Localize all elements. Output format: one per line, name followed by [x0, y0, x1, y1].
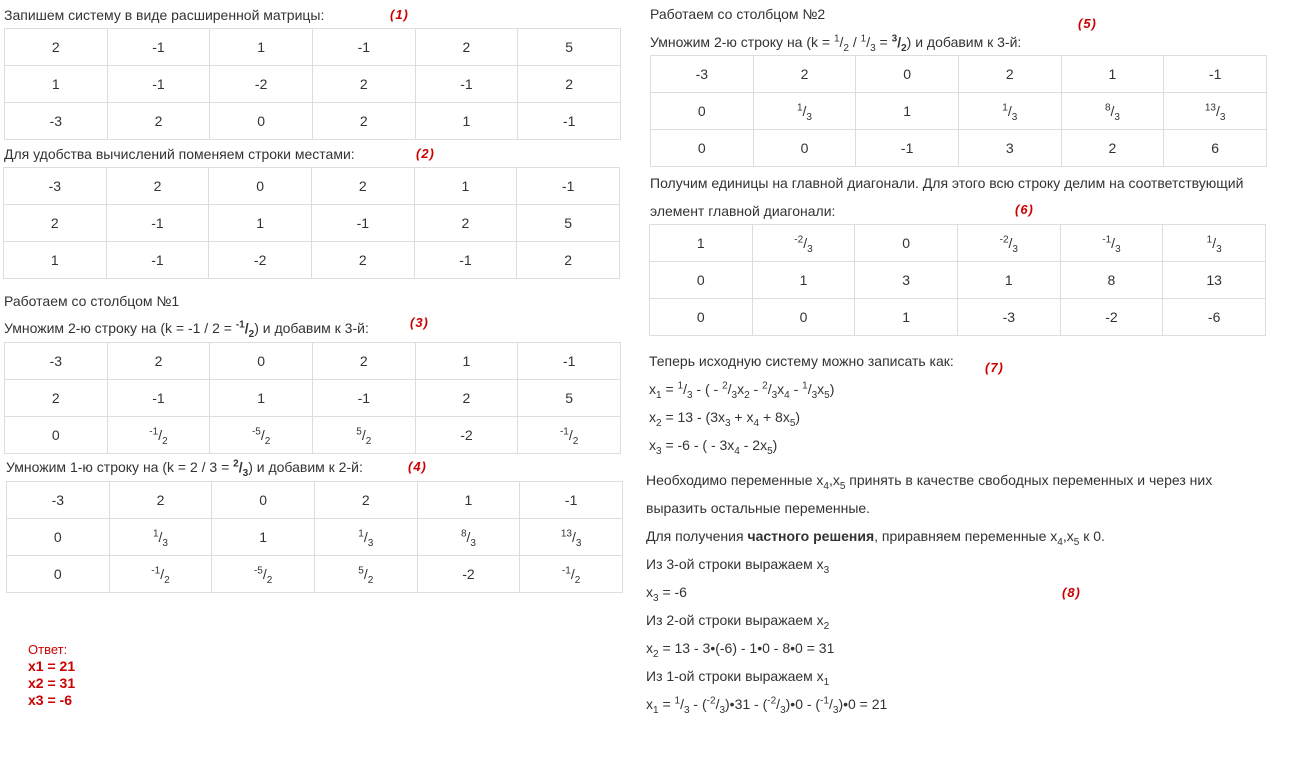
matrix-row [4, 205, 620, 242]
step4-label-pre: Умножим 1-ю строку на (k = 2 / 3 = [6, 459, 234, 475]
matrix-cell: 1 [415, 103, 518, 140]
row3-label-sub: 3 [823, 564, 830, 576]
matrix-row [650, 299, 1266, 336]
matrix-cell: $^{-1}/_2$ [109, 556, 212, 593]
row1-label-text: Из 1-ой строки выражаем x [646, 668, 824, 684]
matrix-cell: $^1/_3$ [314, 519, 417, 556]
matrix-cell: 0 [7, 519, 110, 556]
matrix-cell: $^5/_2$ [314, 556, 417, 593]
matrix-cell: $^{-1}/_2$ [107, 417, 210, 454]
answer-block [28, 641, 75, 709]
matrix-cell: $^5/_2$ [312, 417, 415, 454]
matrix-cell: -1 [415, 66, 518, 103]
row3-label-text: Из 3-ой строки выражаем x [646, 556, 824, 572]
step3-k-num: -1 [235, 319, 245, 331]
step5-k1-num: 1 [833, 33, 840, 45]
matrix-cell: -1 [312, 29, 415, 66]
matrix-cell: 2 [107, 343, 210, 380]
step5-k3-num: 3 [891, 33, 898, 45]
matrix-cell: 1 [752, 262, 855, 299]
matrix-cell: 3 [855, 262, 958, 299]
step2-marker: (2) [416, 146, 435, 161]
equation-x1: $x_1 = ^1/_3$ - ( - $^2/_3x_2 - ^2/_3x_4 - ^1/_3x_5$) [649, 380, 835, 401]
step5-label-post: ) и добавим к 3-й: [906, 34, 1022, 50]
particular-pre: Для получения [646, 528, 748, 544]
particular-post: , приравняем переменные x [874, 528, 1058, 544]
matrix-cell: 1 [210, 380, 313, 417]
step4-marker: (4) [408, 459, 427, 474]
matrix-cell: $^{-1}/_2$ [518, 417, 621, 454]
matrix-cell: 0 [651, 93, 754, 130]
matrix-cell: 2 [1061, 130, 1164, 167]
matrix-cell: 2 [312, 343, 415, 380]
step5-k-eq: = [875, 34, 892, 50]
matrix-cell: 2 [5, 380, 108, 417]
row3-result-sub: 3 [653, 592, 659, 604]
matrix-cell: -1 [107, 380, 210, 417]
free-vars-pre: Необходимо переменные x [646, 472, 824, 488]
matrix-cell: 2 [753, 56, 856, 93]
matrix-cell: 2 [314, 482, 417, 519]
matrix-cell: 2 [414, 205, 517, 242]
step4-k-num: 2 [233, 458, 239, 470]
matrix-cell: 2 [312, 66, 415, 103]
particular-mid: ,x [1062, 528, 1074, 544]
matrix-cell: 0 [752, 299, 855, 336]
step2-matrix [3, 167, 620, 279]
matrix-cell: -2 [1060, 299, 1163, 336]
free-vars-line1 [646, 471, 1213, 492]
matrix-cell: -3 [7, 482, 110, 519]
matrix-cell: $^{13}/_3$ [520, 519, 623, 556]
matrix-row [651, 93, 1267, 130]
matrix-cell: -1 [107, 66, 210, 103]
step5-k1-den: 2 [843, 42, 849, 54]
matrix-row [5, 66, 621, 103]
particular-sub2: 5 [1073, 536, 1080, 548]
matrix-cell: -1 [106, 205, 209, 242]
matrix-row [5, 417, 621, 454]
matrix-cell: -1 [107, 29, 210, 66]
matrix-cell: $^1/_3$ [109, 519, 212, 556]
row3-result-val: = -6 [658, 584, 687, 600]
matrix-cell: $^1/_3$ [753, 93, 856, 130]
free-vars-post: принять в качестве свободных переменных и через них [845, 472, 1213, 488]
matrix-cell: 2 [5, 29, 108, 66]
matrix-row [651, 56, 1267, 93]
step4-k-den: 3 [242, 467, 249, 479]
matrix-cell: -2 [417, 556, 520, 593]
step5-k3-den: 2 [901, 42, 907, 54]
row1-label [646, 667, 830, 688]
matrix-cell: $^1/_3$ [1163, 225, 1266, 262]
matrix-cell: 1 [212, 519, 315, 556]
particular-solution-line [646, 527, 1105, 548]
matrix-cell: -3 [5, 343, 108, 380]
equation-x3: $x_3 = -6$ - ( - $3x_4 - 2x_5$) [649, 437, 778, 457]
matrix-cell: 0 [210, 343, 313, 380]
matrix-cell: 0 [753, 130, 856, 167]
matrix-cell: -6 [1163, 299, 1266, 336]
step5-heading: Работаем со столбцом №2 [650, 6, 826, 22]
matrix-cell: -3 [4, 168, 107, 205]
step3-k-den: 2 [248, 328, 255, 340]
matrix-cell: 1 [414, 168, 517, 205]
matrix-cell: 2 [415, 29, 518, 66]
matrix-row [5, 343, 621, 380]
matrix-cell: -2 [415, 417, 518, 454]
matrix-cell: $^{-1}/_2$ [520, 556, 623, 593]
matrix-cell: 5 [517, 205, 620, 242]
matrix-cell: -3 [5, 103, 108, 140]
row1-label-sub: 1 [823, 676, 830, 688]
matrix-cell: $^8/_3$ [417, 519, 520, 556]
matrix-cell: 0 [651, 130, 754, 167]
matrix-cell: 2 [109, 482, 212, 519]
matrix-cell: 0 [650, 299, 753, 336]
matrix-cell: -1 [311, 205, 414, 242]
step3-matrix [4, 342, 621, 454]
matrix-cell: 5 [518, 29, 621, 66]
matrix-cell: 0 [855, 225, 958, 262]
matrix-cell: -1 [856, 130, 959, 167]
matrix-cell: 2 [415, 380, 518, 417]
matrix-row [5, 103, 621, 140]
matrix-cell: $^{-1}/_3$ [1060, 225, 1163, 262]
row2-result: $x_2 = 13$ - 3•(-6) - 1•0 - 8•0 = 31 [646, 640, 835, 660]
step6-label-line1: Получим единицы на главной диагонали. Для этого всю строку делим на соответствующий [650, 175, 1244, 191]
step7-marker: (7) [985, 360, 1004, 375]
step6-label-line2: элемент главной диагонали: [650, 203, 836, 219]
step5-matrix [650, 55, 1267, 167]
matrix-cell: $^{-2}/_3$ [957, 225, 1060, 262]
matrix-row [7, 519, 623, 556]
matrix-cell: -1 [517, 168, 620, 205]
free-vars-line2: выразить остальные переменные. [646, 500, 871, 516]
matrix-cell: $^{13}/_3$ [1164, 93, 1267, 130]
matrix-cell: 1 [856, 93, 959, 130]
step5-marker: (5) [1078, 16, 1097, 31]
step4-matrix [6, 481, 623, 593]
matrix-cell: -1 [518, 103, 621, 140]
matrix-cell: 0 [210, 103, 313, 140]
matrix-cell: 2 [311, 242, 414, 279]
particular-sub1: 4 [1057, 536, 1063, 548]
matrix-cell: 2 [311, 168, 414, 205]
matrix-cell: 5 [518, 380, 621, 417]
matrix-cell: -1 [518, 343, 621, 380]
matrix-cell: 2 [958, 56, 1061, 93]
free-vars-mid: ,x [828, 472, 840, 488]
row3-label [646, 555, 830, 576]
row2-label [646, 611, 830, 632]
answer-x1: x1 = 21 [28, 658, 76, 674]
step2-label: Для удобства вычислений поменяем строки местами: [4, 146, 355, 162]
matrix-row [5, 380, 621, 417]
step3-heading: Работаем со столбцом №1 [4, 293, 180, 309]
matrix-cell: $^8/_3$ [1061, 93, 1164, 130]
matrix-cell: 13 [1163, 262, 1266, 299]
matrix-cell: 8 [1060, 262, 1163, 299]
step5-label: Умножим 2-ю строку на $(k = ^1/_2 / ^1/_3 = ^3/_2)$ и добавим к 3-й: [650, 33, 1022, 54]
matrix-row [4, 168, 620, 205]
matrix-cell: 2 [518, 66, 621, 103]
matrix-cell: -1 [106, 242, 209, 279]
step3-label: Умножим 2-ю строку на $(k = -1 / 2 = ^{-1}/_2)$ и добавим к 3-й: [4, 319, 369, 340]
matrix-cell: 3 [958, 130, 1061, 167]
matrix-cell: -1 [520, 482, 623, 519]
step1-matrix [4, 28, 621, 140]
matrix-row [650, 262, 1266, 299]
step5-label-pre: Умножим 2-ю строку на (k = [650, 34, 834, 50]
answer-x2: x2 = 31 [28, 675, 76, 691]
matrix-cell: 1 [855, 299, 958, 336]
matrix-cell: 2 [517, 242, 620, 279]
matrix-cell: 0 [7, 556, 110, 593]
matrix-cell: 1 [417, 482, 520, 519]
matrix-cell: 1 [415, 343, 518, 380]
row3-result-var: x [646, 584, 653, 600]
row1-result: $x_1 = ^1/_3$ - $(^{-2}/_3)•31$ - $(^{-2}/_3)•0$ - $(^{-1}/_3)•0 = 21$ [646, 695, 888, 716]
particular-end: к 0. [1079, 528, 1105, 544]
step7-label: Теперь исходную систему можно записать как: [649, 353, 954, 369]
particular-bold: частного решения [747, 528, 875, 544]
step6-matrix [649, 224, 1266, 336]
matrix-cell: 2 [4, 205, 107, 242]
step1-label: Запишем систему в виде расширенной матрицы: [4, 7, 325, 23]
matrix-row [7, 482, 623, 519]
row2-label-text: Из 2-ой строки выражаем x [646, 612, 824, 628]
matrix-row [4, 242, 620, 279]
matrix-cell: 2 [107, 103, 210, 140]
matrix-row [651, 130, 1267, 167]
matrix-cell: 0 [212, 482, 315, 519]
matrix-cell: -1 [1164, 56, 1267, 93]
matrix-row [5, 29, 621, 66]
matrix-cell: -3 [957, 299, 1060, 336]
answer-label: Ответ: [28, 642, 68, 657]
matrix-cell: 0 [5, 417, 108, 454]
matrix-cell: 0 [650, 262, 753, 299]
matrix-row [7, 556, 623, 593]
matrix-cell: 2 [312, 103, 415, 140]
matrix-cell: 1 [4, 242, 107, 279]
matrix-cell: -2 [210, 66, 313, 103]
matrix-cell: 0 [856, 56, 959, 93]
row2-label-sub: 2 [823, 620, 830, 632]
matrix-cell: -1 [414, 242, 517, 279]
matrix-cell: -1 [312, 380, 415, 417]
matrix-row [650, 225, 1266, 262]
matrix-cell: 1 [210, 29, 313, 66]
step4-label: Умножим 1-ю строку на $(k = 2 / 3 = ^2/_3)$ и добавим к 2-й: [6, 458, 363, 479]
step3-label-pre: Умножим 2-ю строку на (k = -1 / 2 = [4, 320, 236, 336]
step5-k2-num: 1 [860, 33, 867, 45]
matrix-cell: 1 [209, 205, 312, 242]
answer-x3: x3 = -6 [28, 692, 72, 708]
step4-label-post: ) и добавим к 2-й: [248, 459, 363, 475]
matrix-cell: $^{-5}/_2$ [212, 556, 315, 593]
matrix-cell: $^1/_3$ [958, 93, 1061, 130]
step6-marker: (6) [1015, 202, 1034, 217]
matrix-cell: 1 [957, 262, 1060, 299]
matrix-cell: 0 [209, 168, 312, 205]
step5-k-sep: / [848, 34, 861, 50]
step3-marker: (3) [410, 315, 429, 330]
matrix-cell: 1 [5, 66, 108, 103]
matrix-cell: 1 [650, 225, 753, 262]
matrix-cell: $^{-2}/_3$ [752, 225, 855, 262]
matrix-cell: -3 [651, 56, 754, 93]
matrix-cell: 6 [1164, 130, 1267, 167]
free-vars-sub1: 4 [823, 480, 829, 492]
matrix-cell: $^{-5}/_2$ [210, 417, 313, 454]
free-vars-sub2: 5 [839, 480, 846, 492]
equation-x2: $x_2 = 13 - (3x_3 + x_4 + 8x_5)$ [649, 409, 801, 429]
matrix-cell: 1 [1061, 56, 1164, 93]
step8-marker: (8) [1062, 585, 1081, 600]
step3-label-post: ) и добавим к 3-й: [254, 320, 369, 336]
step5-k2-den: 3 [870, 42, 876, 54]
step1-marker: (1) [390, 7, 409, 22]
matrix-cell: -2 [209, 242, 312, 279]
row3-result [646, 583, 687, 604]
row2-result-val: = 13 - 3•(-6) - 1•0 - 8•0 = 31 [658, 640, 835, 656]
matrix-cell: 2 [106, 168, 209, 205]
